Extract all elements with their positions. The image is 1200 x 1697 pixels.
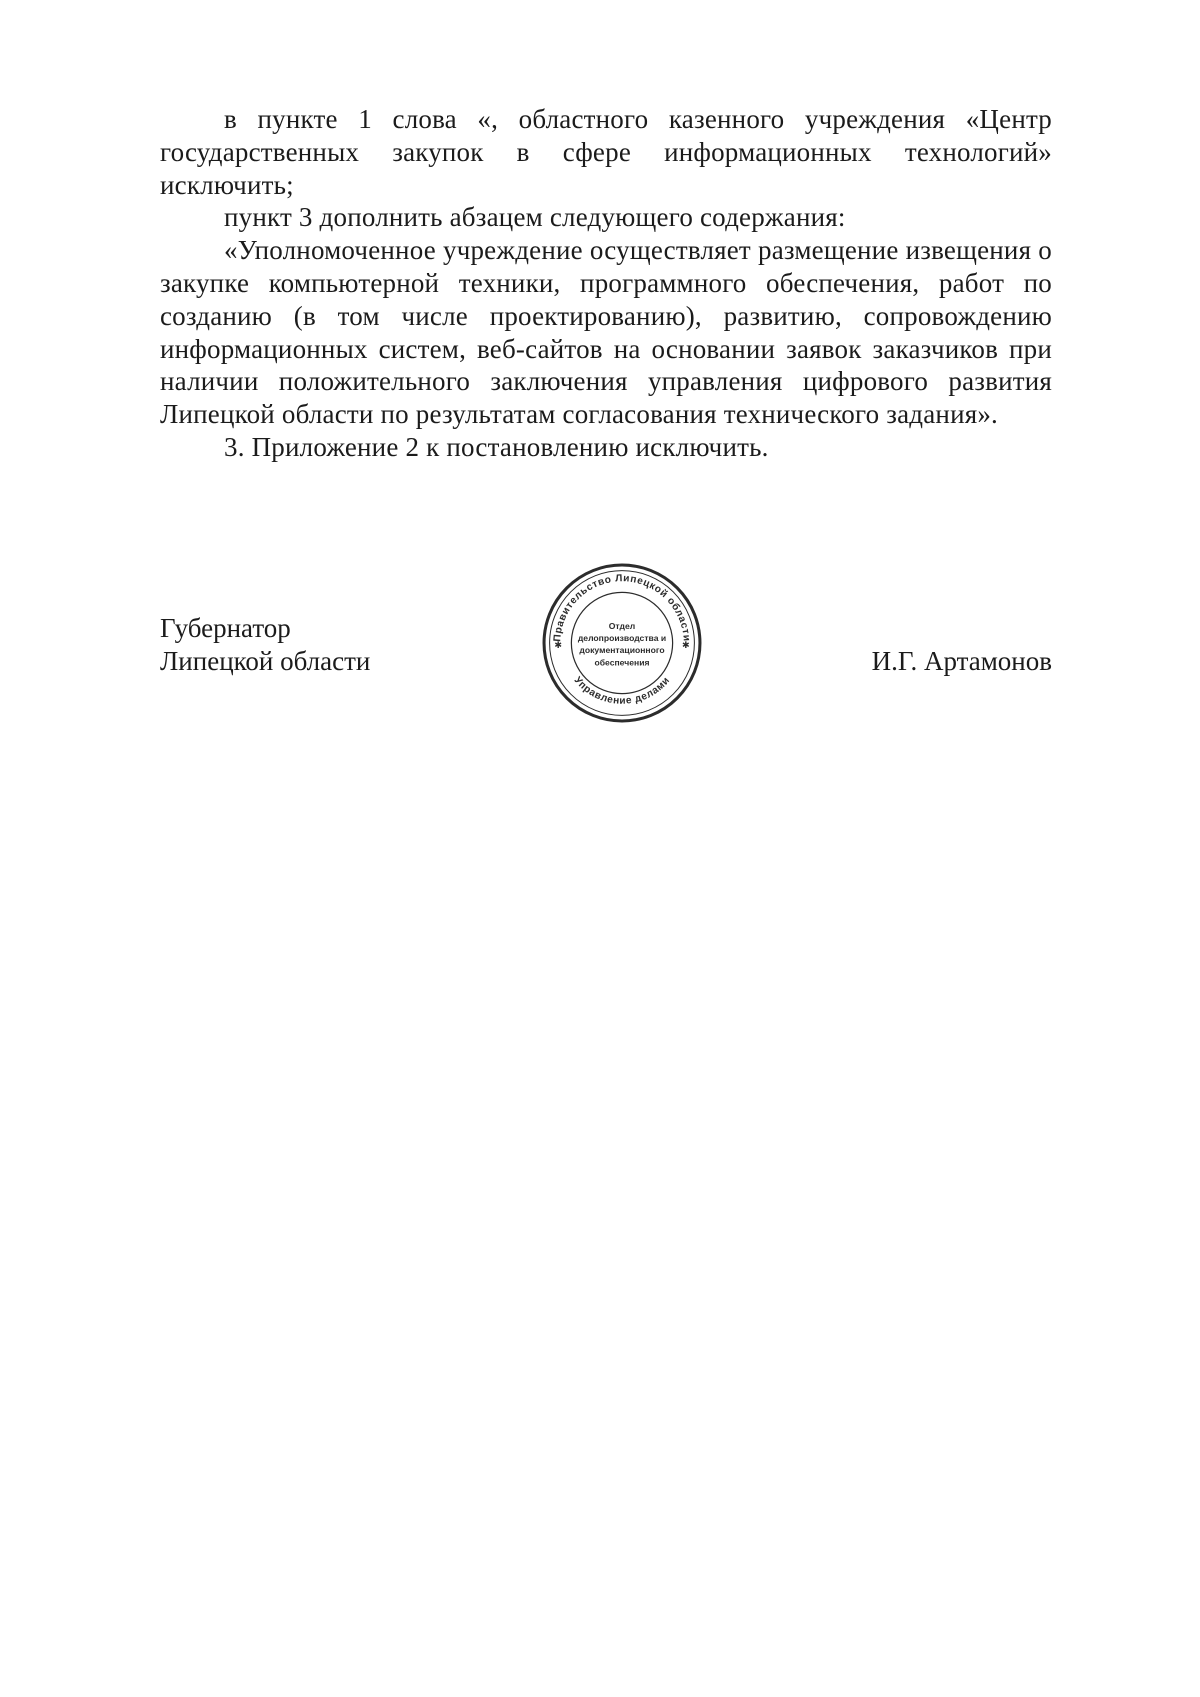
paragraph-3: «Уполномоченное учреждение осуществляет размещение извещения о закупке компьютерной техники, программного обеспечения, работ по созданию (в том числе проектированию), развитию, сопровождению информационных систем, веб-сайтов на основании заявок заказчиков при наличии положительного заключения управления цифрового развития Липецкой области по результатам согласования технического задания». [160, 235, 1052, 430]
stamp-center-line-4: обеспечения [594, 657, 650, 668]
paragraph-2: пункт 3 дополнить абзацем следующего содержания: [224, 202, 846, 233]
stamp-star-right-icon: ✱ [681, 640, 690, 651]
signatory-position-line-1: Губернатор [160, 612, 291, 643]
stamp-center-line-1: Отдел [608, 620, 636, 631]
stamp-center-line-2: делопроизводства и [577, 632, 667, 643]
stamp-center-line-3: документационного [579, 644, 665, 655]
stamp-inner-circle [571, 592, 672, 693]
signatory-name: И.Г. Артамонов [871, 645, 1052, 676]
document-body [160, 103, 1052, 464]
stamp-ring-top-text: Правительство Липецкой области [552, 572, 692, 642]
paragraph-1: в пункте 1 слова «, областного казенного учреждения «Центр государственных закупок в сфере информационных технологий» исключить; [160, 104, 1052, 200]
signatory-position [160, 612, 370, 678]
stamp-ring-bottom-text: Управление делами [571, 674, 673, 707]
signatory-position-line-2: Липецкой области [160, 645, 371, 676]
signature-block [160, 572, 1052, 912]
paragraph-4: 3. Приложение 2 к постановлению исключить. [224, 431, 769, 462]
official-stamp [541, 562, 703, 724]
stamp-star-left-icon: ✱ [554, 640, 563, 651]
